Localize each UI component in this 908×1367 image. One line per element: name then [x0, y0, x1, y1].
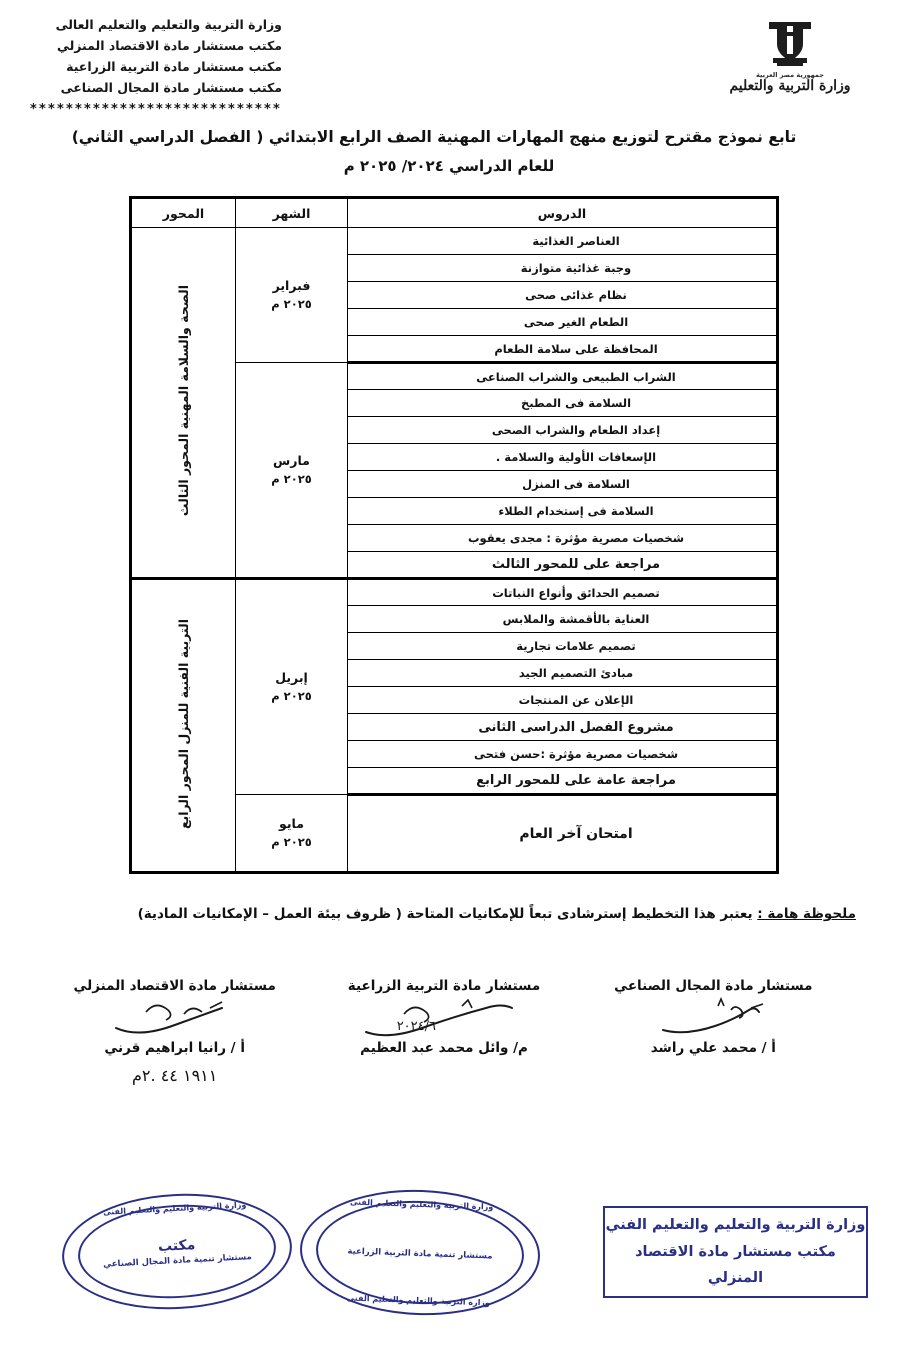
table-header-row	[131, 198, 778, 228]
lesson-cell	[348, 768, 778, 795]
month-year: ٢٠٢٥ م	[271, 689, 312, 703]
egypt-eagle-emblem-icon	[761, 18, 819, 70]
signature-agricultural	[309, 978, 578, 1085]
lesson-cell	[348, 390, 778, 417]
lesson-cell	[348, 255, 778, 282]
handwritten-signature-mark	[40, 996, 309, 1040]
curriculum-distribution-table	[129, 196, 779, 874]
month-name: مايو	[279, 816, 304, 832]
lesson-text: امتحان آخر العام	[519, 825, 633, 842]
curriculum-table-wrapper	[129, 196, 779, 874]
lesson-text: الإعلان عن المنتجات	[518, 693, 634, 708]
emblem-ministry-text: وزارة التربية والتعليم	[729, 78, 851, 94]
axis-label: المحور الثالث	[175, 433, 191, 517]
stamp-industrial-office	[59, 1188, 295, 1315]
signature-name: أ / محمد علي راشد	[650, 1039, 776, 1056]
svg-text:٢٠٢٤/٦: ٢٠٢٤/٦	[396, 1018, 436, 1034]
lesson-cell	[348, 417, 778, 444]
lesson-text: الإسعافات الأولية والسلامة .	[495, 450, 657, 465]
stamp-center-sub: مستشار تنمية مادة التربية الزراعية	[347, 1245, 493, 1262]
lesson-cell	[348, 336, 778, 363]
lesson-cell	[348, 606, 778, 633]
lesson-text: المحافظة على سلامة الطعام	[494, 341, 658, 356]
lesson-cell	[348, 687, 778, 714]
month-year: ٢٠٢٥ م	[271, 472, 312, 486]
stamp-home-economics-office	[603, 1206, 868, 1298]
month-cell	[236, 363, 348, 579]
column-header-lessons: الدروس	[348, 198, 778, 228]
stamp-arc-text: وزارة التربية والتعليم والتعليم الفنى	[102, 1200, 247, 1217]
lesson-cell	[348, 444, 778, 471]
lesson-text: نظام غذائى صحى	[525, 288, 627, 303]
table-row	[131, 228, 778, 255]
lesson-cell	[348, 741, 778, 768]
lesson-cell	[348, 714, 778, 741]
lesson-text: شخصيات مصرية مؤثرة : مجدى يعقوب	[467, 531, 685, 546]
axis-sublabel: الصحة والسلامة المهنية	[175, 285, 191, 430]
signature-date: ١٩١١ ٤٤ .٢م	[132, 1065, 218, 1085]
table-body	[131, 228, 778, 873]
signature-name: أ / رانيا ابراهيم قرني	[104, 1039, 245, 1056]
lesson-text: شخصيات مصرية مؤثرة :حسن فتحى	[473, 747, 679, 762]
signature-title: مستشار مادة التربية الزراعية	[347, 977, 541, 994]
header-line-agriculture-office: مكتب مستشار مادة التربية الزراعية	[66, 59, 282, 74]
note-body: يعتبر هذا التخطيط إسترشادى تبعاً للإمكانيات المتاحة ( ظروف بيئة العمل – الإمكانيات المادية)	[137, 906, 753, 923]
lesson-cell	[348, 660, 778, 687]
stamp-arc-text: وزارة التربية والتعليم والتعليم الفنى	[349, 1197, 494, 1212]
lesson-cell	[348, 309, 778, 336]
table-head	[131, 198, 778, 228]
lesson-cell	[348, 552, 778, 579]
lesson-text: الطعام الغير صحى	[523, 315, 629, 330]
signature-title: مستشار مادة المجال الصناعي	[614, 977, 813, 994]
month-cell	[236, 579, 348, 795]
month-name: مارس	[273, 453, 310, 469]
handwritten-signature-mark	[579, 996, 848, 1040]
lesson-cell	[348, 471, 778, 498]
lesson-cell	[348, 525, 778, 552]
month-name: إبريل	[275, 670, 308, 686]
lesson-text: السلامة فى المطبخ	[520, 396, 632, 411]
page-title: تابع نموذج مقترح لتوزيع منهج المهارات المهنية الصف الرابع الابتدائي ( الفصل الدراسي الثاني)	[71, 128, 797, 146]
stamp-arc-bottom-text: وزارة التربية والتعليم والتعليم الفنى	[346, 1293, 491, 1308]
axis-cell	[131, 228, 236, 579]
axis-cell	[131, 579, 236, 873]
emblem-block	[720, 14, 860, 94]
month-name: فبراير	[272, 278, 311, 294]
lesson-text: مراجعة على للمحور الثالث	[491, 557, 661, 573]
stamp-center-sub: مستشار تنمية مادة المجال الصناعي	[102, 1251, 253, 1270]
month-year: ٢٠٢٥ م	[271, 297, 312, 311]
ministry-office-lines	[30, 14, 282, 121]
lesson-text: الشراب الطبيعى والشراب الصناعى	[476, 369, 676, 384]
lesson-text: مراجعة عامة على للمحور الرابع	[476, 773, 676, 789]
signature-industrial	[579, 978, 848, 1085]
axis-label-rotated	[173, 619, 194, 829]
academic-year-subtitle: للعام الدراسي ٢٠٢٤/ ٢٠٢٥ م	[343, 157, 555, 176]
note-label: ملحوظة هامة :	[757, 906, 856, 923]
lesson-cell	[348, 363, 778, 390]
signature-title: مستشار مادة الاقتصاد المنزلي	[73, 977, 276, 994]
column-header-month: الشهر	[236, 198, 348, 228]
header-line-home-economics-office: مكتب مستشار مادة الاقتصاد المنزلي	[56, 38, 282, 53]
signature-row	[40, 978, 848, 1085]
axis-label: المحور الرابع	[175, 748, 191, 829]
lesson-cell	[348, 579, 778, 606]
axis-sublabel: التربية الفنية للمنزل	[175, 618, 191, 745]
handwritten-signature-mark	[309, 996, 578, 1040]
lesson-cell	[348, 282, 778, 309]
stamp-line-2: مكتب مستشار مادة الاقتصاد المنزلي	[635, 1243, 836, 1287]
emblem-country-text: جمهورية مصر العربية	[756, 71, 824, 79]
header-line-industrial-office: مكتب مستشار مادة المجال الصناعى	[60, 80, 282, 95]
document-title-block	[0, 120, 908, 178]
lesson-cell	[348, 795, 778, 873]
lesson-text: تصميم علامات تجارية	[516, 639, 636, 654]
stamp-agricultural-office	[298, 1186, 542, 1319]
signature-name: م/ وائل محمد عبد العظيم	[360, 1039, 528, 1056]
month-year: ٢٠٢٥ م	[271, 835, 312, 849]
lesson-text: إعداد الطعام والشراب الصحى	[491, 423, 661, 438]
signature-home-economics	[40, 978, 309, 1085]
lesson-text: مبادئ التصميم الجيد	[518, 666, 634, 681]
axis-label-rotated	[173, 285, 194, 516]
header-line-ministry: وزارة التربية والتعليم والتعليم العالى	[55, 17, 282, 32]
column-header-axis: المحور	[131, 198, 236, 228]
lesson-text: تصميم الحدائق وأنواع النباتات	[492, 585, 660, 600]
lesson-text: السلامة فى إستخدام الطلاء	[498, 504, 654, 519]
lesson-cell	[348, 498, 778, 525]
lesson-text: مشروع الفصل الدراسى الثانى	[478, 719, 674, 735]
header-dots-divider: ****************************	[30, 102, 282, 117]
lesson-text: العناية بالأقمشة والملابس	[502, 612, 650, 627]
stamp-line-1: وزارة التربية والتعليم والتعليم الفني	[605, 1216, 866, 1233]
table-row	[131, 579, 778, 606]
month-cell	[236, 228, 348, 363]
lesson-cell	[348, 633, 778, 660]
document-header	[0, 0, 908, 120]
important-note	[52, 904, 856, 926]
lesson-cell	[348, 228, 778, 255]
lesson-text: العناصر الغذائية	[532, 234, 620, 249]
stamps-layer	[0, 1180, 908, 1340]
lesson-text: السلامة فى المنزل	[522, 477, 630, 492]
month-cell	[236, 795, 348, 873]
stamp-center-main: مكتب	[157, 1236, 196, 1255]
lesson-text: وجبة غذائية متوازنة	[520, 261, 632, 276]
